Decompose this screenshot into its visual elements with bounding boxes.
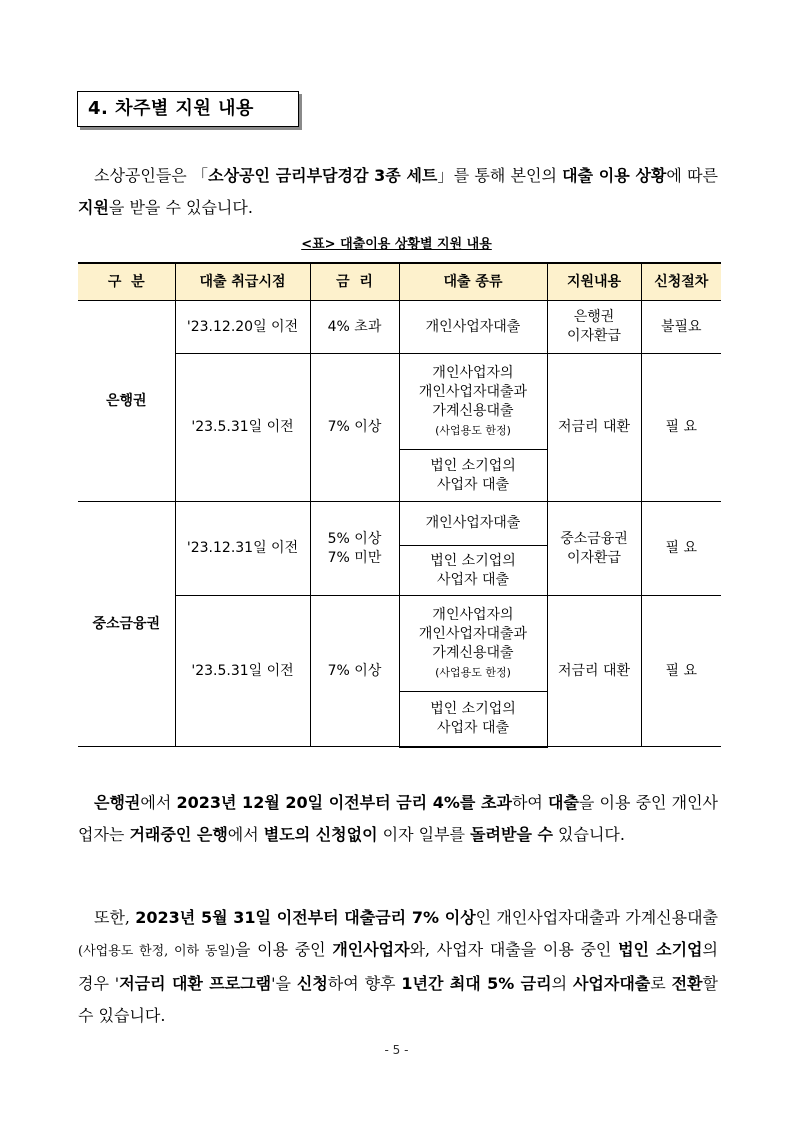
body-text: 하여 향후: [327, 974, 402, 993]
body-text: 의: [551, 974, 573, 993]
cell-type-corp: 법인 소기업의 사업자 대출: [399, 450, 547, 502]
type-main: 개인사업자의 개인사업자대출과 가계신용대출: [418, 364, 528, 419]
cell-type-corp: 법인 소기업의 사업자 대출: [399, 692, 547, 747]
header-loan-type: 대출 종류: [399, 263, 547, 301]
body-text: 에서: [227, 825, 264, 844]
bold-text: 2023년 12월 20일 이전부터 금리 4%를 초과: [176, 793, 512, 812]
table-header-row: [78, 263, 721, 301]
body-text: 의 경우 ': [78, 940, 718, 993]
bold-text: 별도의 신청없이: [263, 825, 378, 844]
cell-support: 은행권 이자환급: [547, 301, 641, 354]
bold-text: 저금리 대환 프로그램: [119, 974, 272, 993]
cell-rate: 5% 이상 7% 미만: [310, 502, 399, 596]
cell-apply: 필 요: [641, 596, 721, 747]
header-apply: 신청절차: [641, 263, 721, 301]
cell-support: 중소금융권 이자환급: [547, 502, 641, 596]
body-text: 와, 사업자 대출을 이용 중인: [409, 940, 619, 959]
intro-bold-loan: 대출 이용 상황: [562, 166, 667, 185]
cell-support: 저금리 대환: [547, 354, 641, 502]
intro-bold-set: 소상공인 금리부담경감 3종 세트: [208, 166, 438, 185]
cell-type: [399, 596, 547, 692]
cell-type: 개인사업자대출: [399, 502, 547, 546]
body-text: 에서: [140, 793, 177, 812]
cell-date: '23.5.31일 이전: [175, 596, 310, 747]
body-text: 할 수 있습니다.: [78, 974, 718, 1025]
bold-text: 법인 소기업: [618, 940, 703, 959]
cell-date: '23.12.20일 이전: [175, 301, 310, 354]
table-row: [78, 596, 721, 692]
intro-text: 을 받을 수 있습니다.: [108, 198, 253, 217]
cell-date: '23.12.31일 이전: [175, 502, 310, 596]
support-table: [78, 262, 721, 748]
small-note: (사업용도 한정, 이하 동일): [78, 944, 236, 959]
bold-text: 신청: [296, 974, 328, 993]
body-text: 하여: [511, 793, 548, 812]
table-row: [78, 502, 721, 546]
type-note: (사업용도 한정): [435, 423, 511, 437]
bold-text: 2023년 5월 31일 이전부터 대출금리 7% 이상: [135, 908, 476, 927]
table-row: [78, 354, 721, 450]
header-loan-date: 대출 취급시점: [175, 263, 310, 301]
cell-rate: 7% 이상: [310, 354, 399, 502]
bold-text: 개인사업자: [332, 940, 410, 959]
body-text: 을 이용 중인 개인사업자는: [78, 793, 719, 844]
header-support: 지원내용: [547, 263, 641, 301]
cell-rate: 7% 이상: [310, 596, 399, 747]
bold-text: 전환: [671, 974, 703, 993]
body-text: 인 개인사업자대출과 가계신용대출: [475, 908, 718, 927]
cell-type: [399, 354, 547, 450]
page-number: - 5 -: [384, 1043, 409, 1057]
bold-text: 은행권: [94, 793, 141, 812]
cell-apply: 필 요: [641, 354, 721, 502]
intro-text: 」를 통해 본인의: [437, 166, 563, 185]
body-text: 을 이용 중인: [235, 940, 333, 959]
bold-text: 사업자대출: [572, 974, 651, 993]
header-rate: 금 리: [310, 263, 399, 301]
body-text: 또한,: [94, 908, 136, 927]
cell-date: '23.5.31일 이전: [175, 354, 310, 502]
bold-text: 돌려받을 수: [470, 825, 553, 844]
type-note: (사업용도 한정): [435, 665, 511, 679]
cell-apply: 불필요: [641, 301, 721, 354]
intro-paragraph: [78, 160, 718, 224]
cell-apply: 필 요: [641, 502, 721, 596]
table-row: [78, 301, 721, 354]
type-main: 개인사업자의 개인사업자대출과 가계신용대출: [418, 606, 528, 661]
group-bank: 은행권: [78, 301, 175, 502]
intro-bold-support: 지원: [78, 198, 109, 217]
group-small-fin: 중소금융권: [78, 502, 175, 747]
cell-type: 개인사업자대출: [399, 301, 547, 354]
body-text: '을: [271, 974, 297, 993]
intro-text: 에 따른: [666, 166, 718, 185]
section-title: 4. 차주별 지원 내용: [77, 91, 299, 127]
intro-text: 소상공인들은 「: [94, 166, 209, 185]
cell-type-corp: 법인 소기업의 사업자 대출: [399, 546, 547, 596]
cell-support: 저금리 대환: [547, 596, 641, 747]
bold-text: 대출: [548, 793, 579, 812]
bold-text: 1년간 최대 5% 금리: [401, 974, 552, 993]
body-text: 로: [650, 974, 672, 993]
bank-refund-paragraph: [78, 787, 718, 851]
refinance-paragraph: [78, 902, 718, 1032]
table-caption: <표> 대출이용 상황별 지원 내용: [301, 237, 492, 252]
body-text: 이자 일부를: [377, 825, 471, 844]
header-category: 구 분: [78, 263, 175, 301]
cell-rate: 4% 초과: [310, 301, 399, 354]
bold-text: 거래중인 은행: [129, 825, 228, 844]
body-text: 있습니다.: [552, 825, 625, 844]
